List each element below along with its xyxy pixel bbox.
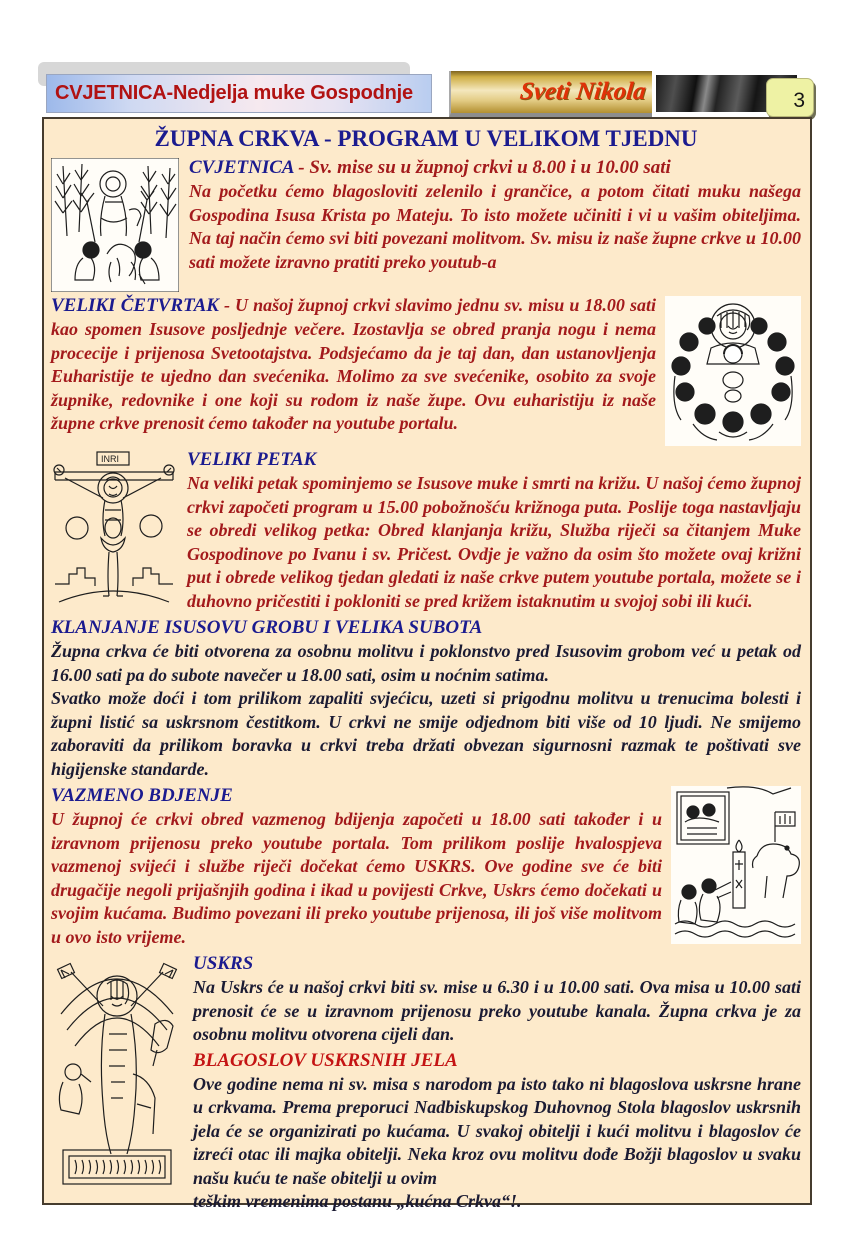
resurrection-illustration xyxy=(51,954,183,1194)
uskrs-body: Na Uskrs će u našoj crkvi biti sv. mise u 6.30 i u 10.00 sati. Ova misa u 10.00 sati prenosit će se u izravnom prijenosu preko youtube kanala. Župna crkva je za osobnu molitvu otvorena cijeli dan. xyxy=(193,977,801,1044)
blagoslov-body-last: teškim vremenima postanu „kućna Crkva“!. xyxy=(193,1191,522,1211)
last-supper-illustration xyxy=(665,296,801,446)
vazmeno-heading: VAZMENO BDJENJE xyxy=(51,785,233,806)
klanjanje-body1: Župna crkva će biti otvorena za osobnu molitvu i poklonstvo pred Isusovim grobom već u petak od 16.00 sati pa do subote navečer u 18.00 sati, osim u noćnim satima. xyxy=(51,641,801,685)
crucifixion-illustration xyxy=(51,450,177,608)
page-number-badge xyxy=(766,78,814,117)
parish-name: Sveti Nikola xyxy=(518,78,648,105)
masthead-title-bar xyxy=(46,74,432,113)
cvjetnica-heading: CVJETNICA xyxy=(189,157,294,178)
bulletin-page xyxy=(42,117,812,1211)
veliki-cetvrtak-body: - U našoj župnoj crkvi slavimo jednu sv. misu u 18.00 sati kao spomen Isusove posljednje večere. Izostavlja se obred pranja nogu i nema procecije i prijenosa Svetootajstva. Podsjećamo da je taj dan, dan ustanovljenja Euharistije te ujedno dan svećenika. Molimo za sve svećenike, osobito za svoje župnike, redovnike i one koji su rodom iz naše župe. Ovu euharistiju iz naše župne crkve prenosit ćemo također na youtube portalu. xyxy=(51,295,656,433)
parish-banner xyxy=(449,71,652,117)
cvjetnica-body: Na početku ćemo blagosloviti zelenilo i grančice, a potom čitati muku našega Gospodina Isusa Krista po Mateju. To isto možete učiniti i vi u vašim obiteljima. Na taj način ćemo svi biti povezani molitvom. Sv. misu iz naše župne crkve u 10.00 sati možete izravno pratiti preko youtub-a xyxy=(189,181,801,272)
section-vazmeno xyxy=(51,784,801,949)
page-title: ŽUPNA CRKVA - PROGRAM U VELIKOM TJEDNU xyxy=(154,126,698,151)
palm-sunday-illustration xyxy=(51,158,179,292)
uskrs-heading: USKRS xyxy=(193,953,254,974)
veliki-cetvrtak-heading: VELIKI ČETVRTAK xyxy=(51,295,219,316)
veliki-petak-heading: VELIKI PETAK xyxy=(187,449,317,470)
section-klanjanje xyxy=(51,616,801,781)
section-veliki-cetvrtak xyxy=(51,294,801,436)
klanjanje-body2: Svatko može doći i tom prilikom zapaliti svjećicu, uzeti si prigodnu molitvu u trenucima bolesti i župni listić sa uskrsnom čestitkom. U crkvi ne smije odjednom biti više od 10 ljudi. Ne smijemo zaboraviti da prilikom boravka u crkvi treba držati obvezan sigurnosni razmak te poštivati sve higijenske standarde. xyxy=(51,688,801,779)
blagoslov-heading: BLAGOSLOV USKRSNIH JELA xyxy=(193,1049,458,1071)
page-number: 3 xyxy=(793,89,805,112)
veliki-petak-body: Na veliki petak spominjemo se Isusove muke i smrti na križu. U našoj ćemo župnoj crkvi započeti program u 15.00 pobožnošću križnoga puta. Poslije toga nastavljaju se obredi velikog petka: Obred klanjanja križu, Služba riječi sa čitanjem Muke Gospodinove po Ivanu i sv. Pričest. Ovdje je važno da osim što možete ovaj križni put i obrede velikog tjedan gledati iz naše crkve putem youtube portala, možete se i duhovno pričestiti i pokloniti se pred križem istaknutim u svojoj sobi ili kući. xyxy=(187,473,801,611)
blagoslov-body: Ove godine nema ni sv. misa s narodom pa isto tako ni blagoslova uskrsne hrane u crkvama. Prema preporuci Nadbiskupskog Duhovnog Stola blagoslov uskrsnih jela će se organizirati po kućama. U svakoj obitelji i kući molitvu i blagoslov će izreći otac ili majka obitelji. Neka kroz ovu molitvu dođe Božji blagoslov u svaku našu kuću te naše obitelji u ovim xyxy=(193,1073,801,1188)
klanjanje-heading: KLANJANJE ISUSOVU GROBU I VELIKA SUBOTA xyxy=(51,617,483,638)
masthead-title: CVJETNICA-Nedjelja muke Gospodnje xyxy=(55,82,413,104)
section-uskrs xyxy=(51,952,801,1214)
svg-text:INRI: INRI xyxy=(101,454,119,464)
cvjetnica-intro: - Sv. mise su u župnoj crkvi u 8.00 i u 10.00 sati xyxy=(293,157,671,178)
section-veliki-petak xyxy=(51,448,801,613)
section-cvjetnica xyxy=(51,156,801,274)
vazmeno-body: U župnoj će crkvi obred vazmenog bdijenja započeti u 18.00 sati također i u izravnom prijenosu preko youtube portala. Tom prilikom poslije hvalospjeva vazmenoj svijeći i službe riječi dočekat ćemo USKRS. Ove godine sve će biti drugačije negoli prijašnjih godina i ikad u povijesti Crkve, Uskrs ćemo dočekati u svojim kućama. Budimo povezani ili preko youtube prijenosa, ili još više molitvom u ovo isto vrijeme. xyxy=(51,809,662,947)
easter-vigil-illustration xyxy=(671,786,801,944)
